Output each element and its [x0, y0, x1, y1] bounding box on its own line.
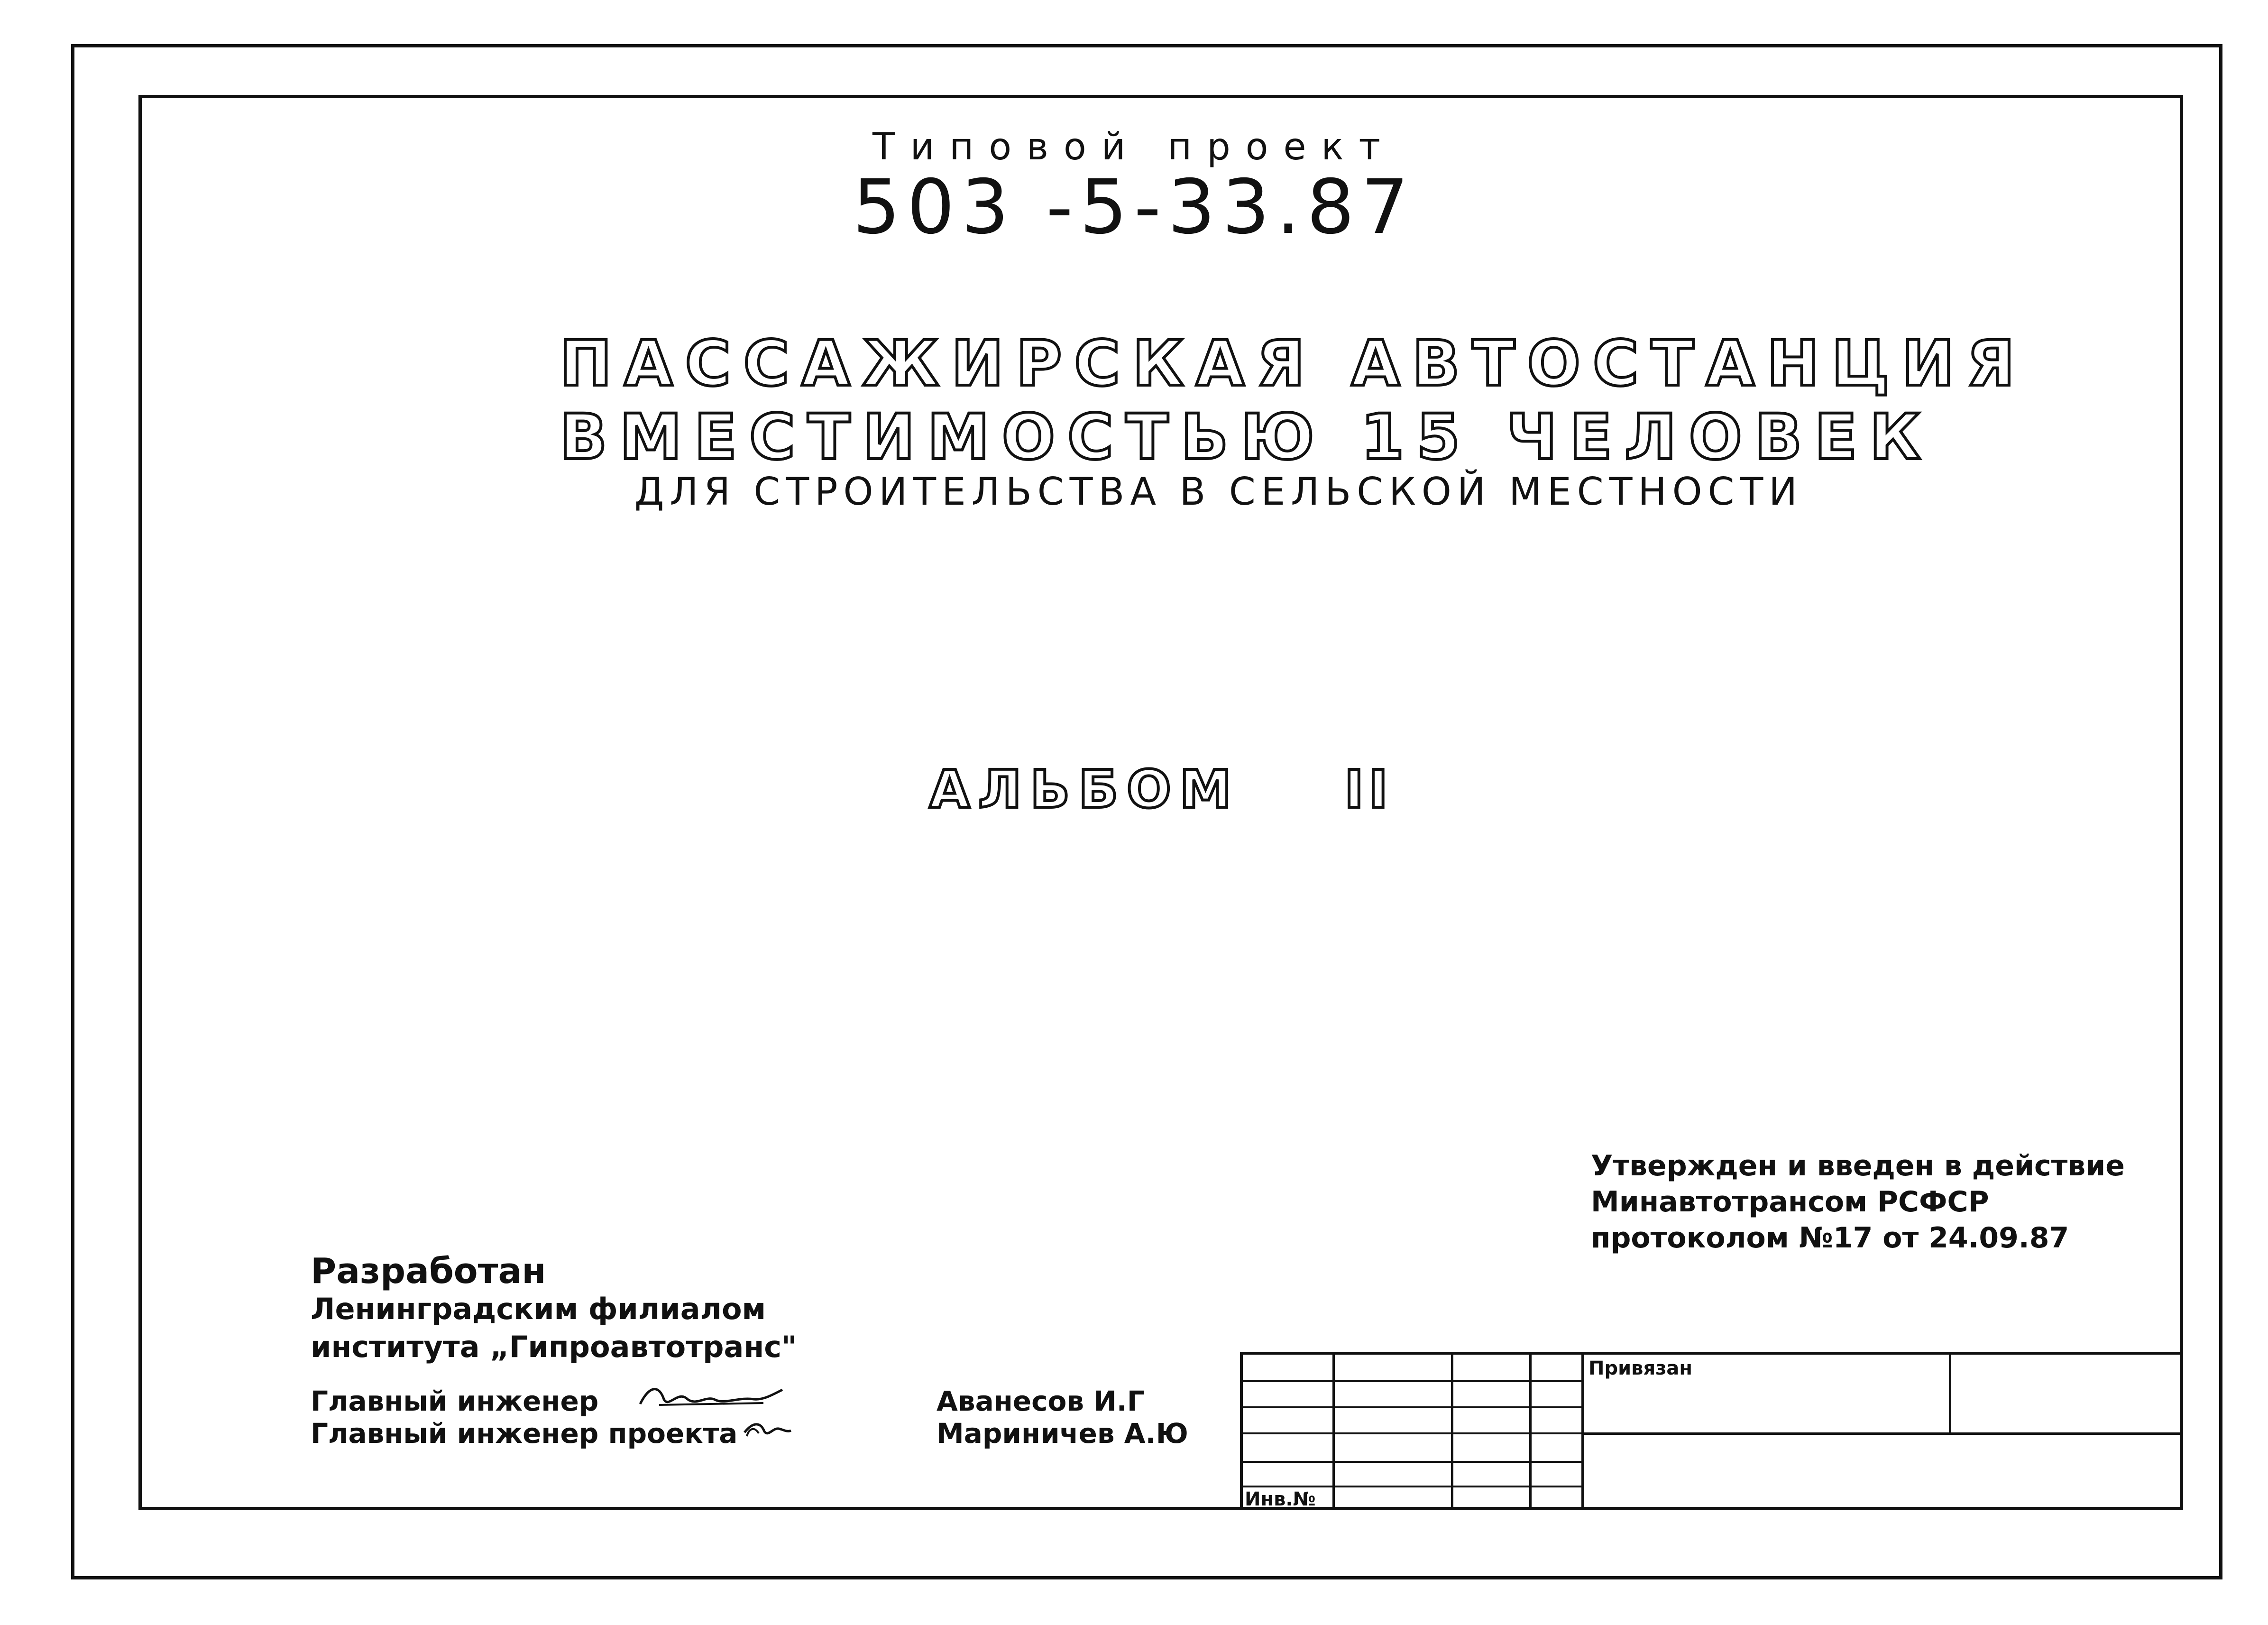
title-line-1: ПАССАЖИРСКАЯ АВТОСТАНЦИЯ [560, 327, 2028, 400]
project-number: 503 -5-33.87 [853, 164, 1415, 251]
stamp-line [1581, 1432, 2183, 1435]
stamp-line [1240, 1380, 1581, 1382]
stamp-line [1240, 1352, 2183, 1355]
title-line-2: ВМЕСТИМОСТЬЮ 15 ЧЕЛОВЕК [560, 401, 1933, 474]
role-chief-project-engineer: Главный инженер проекта [311, 1417, 738, 1450]
developed-line-2: института „Гипроавтотранс" [311, 1330, 797, 1364]
stamp-line [1581, 1352, 1584, 1510]
subtitle: ДЛЯ СТРОИТЕЛЬСТВА В СЕЛЬСКОЙ МЕСТНОСТИ [634, 470, 1803, 514]
approval-line-3: протоколом №17 от 24.09.87 [1591, 1221, 2069, 1255]
stamp-line [1949, 1352, 1951, 1432]
stamp-line [1240, 1406, 1581, 1408]
album-label: АЛЬБОМ [929, 759, 1240, 820]
developed-by-block [311, 1252, 797, 1366]
name-chief-project-engineer: Мариничев А.Ю [937, 1417, 1188, 1450]
album-number: II [1344, 759, 1393, 820]
binding-label: Привязан [1589, 1357, 1693, 1379]
approval-block [1591, 1148, 2125, 1256]
stamp-line [1240, 1486, 1581, 1487]
stamp-line [1240, 1432, 1581, 1434]
handwritten-signatures [631, 1376, 792, 1451]
developed-title: Разработан [311, 1251, 546, 1292]
stamp-line [1240, 1461, 1581, 1463]
signature-names [937, 1385, 1188, 1450]
approval-line-1: Утвержден и введен в действие [1591, 1149, 2125, 1182]
developed-line-1: Ленинградским филиалом [311, 1292, 766, 1326]
inventory-label: Инв.№ [1245, 1488, 1316, 1510]
name-chief-engineer: Аванесов И.Г [937, 1385, 1145, 1417]
approval-line-2: Минавтотрансом РСФСР [1591, 1185, 1989, 1219]
typical-project-label: Типовой проект [872, 126, 1396, 168]
title-block-stamp [1240, 1352, 2183, 1510]
role-chief-engineer: Главный инженер [311, 1385, 599, 1417]
